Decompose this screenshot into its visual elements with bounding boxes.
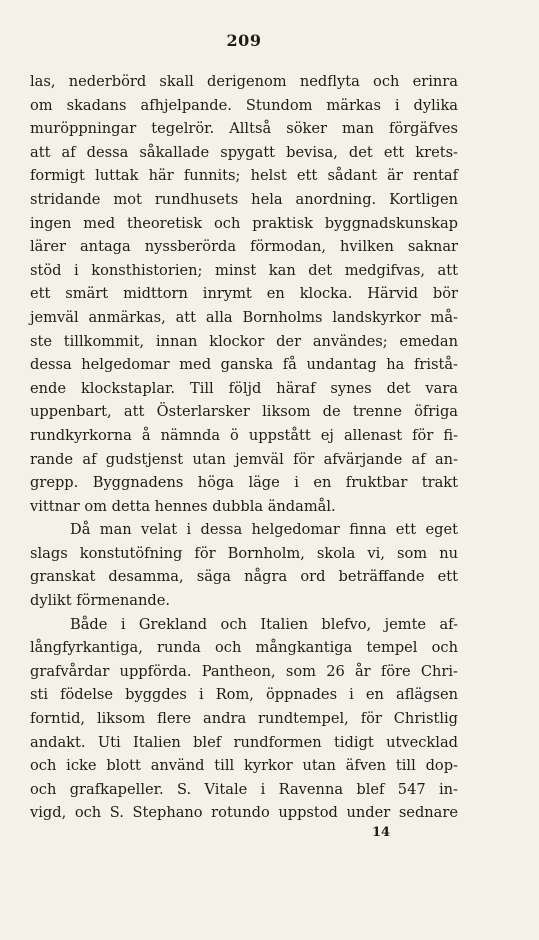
book-page [30,30,458,841]
text-line: Både i Grekland och Italien blefvo, jemte af- [70,615,458,633]
text-line: ende klockstaplar. Till följd häraf synes det vara [30,379,458,397]
text-line: ingen med theoretisk och praktisk byggnadskunskap [30,214,458,232]
text-line: dylikt förmenande. [30,592,171,610]
text-line: sti födelse byggdes i Rom, öppnades i en aflägsen [30,686,458,704]
text-line: dessa helgedomar med ganska få undantag ha fristå- [30,356,458,374]
text-line: lärer antaga nyssberörda förmodan, hvilken saknar [30,238,458,256]
signature-mark: 14 [372,825,391,840]
text-line: vittnar om detta hennes dubbla ändamål. [30,497,336,515]
text-line: ett smärt midttorn inrymt en klocka. Härvid bör [30,285,458,303]
text-line: grafvårdar uppförda. Pantheon, som 26 år före Chri- [30,662,458,680]
text-line: jemväl anmärkas, att alla Bornholms landskyrkor må- [30,308,458,326]
text-line: granskat desamma, säga några ord beträffande ett [30,568,458,586]
text-line: formigt luttak här funnits; helst ett sådant är rentaf [30,167,458,185]
text-line: rande af gudstjenst utan jemväl för afvärjande af an- [30,450,458,468]
page-number: 209 [226,31,262,50]
text-line: vigd, och S. Stephano rotundo uppstod under sednare [30,804,458,822]
text-line: uppenbart, att Österlarsker liksom de trenne öfriga [30,403,458,421]
text-line: las, nederbörd skall derigenom nedflyta och erinra [30,73,458,90]
text-line: långfyrkantiga, runda och mångkantiga tempel och [30,639,458,657]
text-line: Då man velat i dessa helgedomar finna ett eget [70,521,458,539]
text-line: och grafkapeller. S. Vitale i Ravenna blef 547 in- [30,780,458,798]
text-line: andakt. Uti Italien blef rundformen tidigt utvecklad [30,733,458,751]
text-line: muröppningar tegelrör. Alltså söker man förgäfves [30,120,458,138]
text-line: ste tillkommit, innan klockor der användes; emedan [30,332,458,350]
text-line: om skadans afhjelpande. Stundom märkas i dylika [30,96,458,114]
text-line: och icke blott använd till kyrkor utan äfven till dop- [30,757,458,775]
text-line: stridande mot rundhusets hela anordning. Kortligen [30,190,458,208]
text-line: stöd i konsthistorien; minst kan det medgifvas, att [30,261,458,279]
text-line: rundkyrkorna å nämnda ö uppstått ej allenast för fi- [30,426,458,444]
text-line: slags konstutöfning för Bornholm, skola vi, som nu [30,544,458,562]
text-line: att af dessa såkallade spygatt bevisa, det ett krets- [30,143,458,161]
text-line: grepp. Byggnadens höga läge i en fruktbar trakt [30,474,458,492]
text-line: forntid, liksom flere andra rundtempel, för Christlig [30,710,458,728]
body-text [30,70,458,825]
